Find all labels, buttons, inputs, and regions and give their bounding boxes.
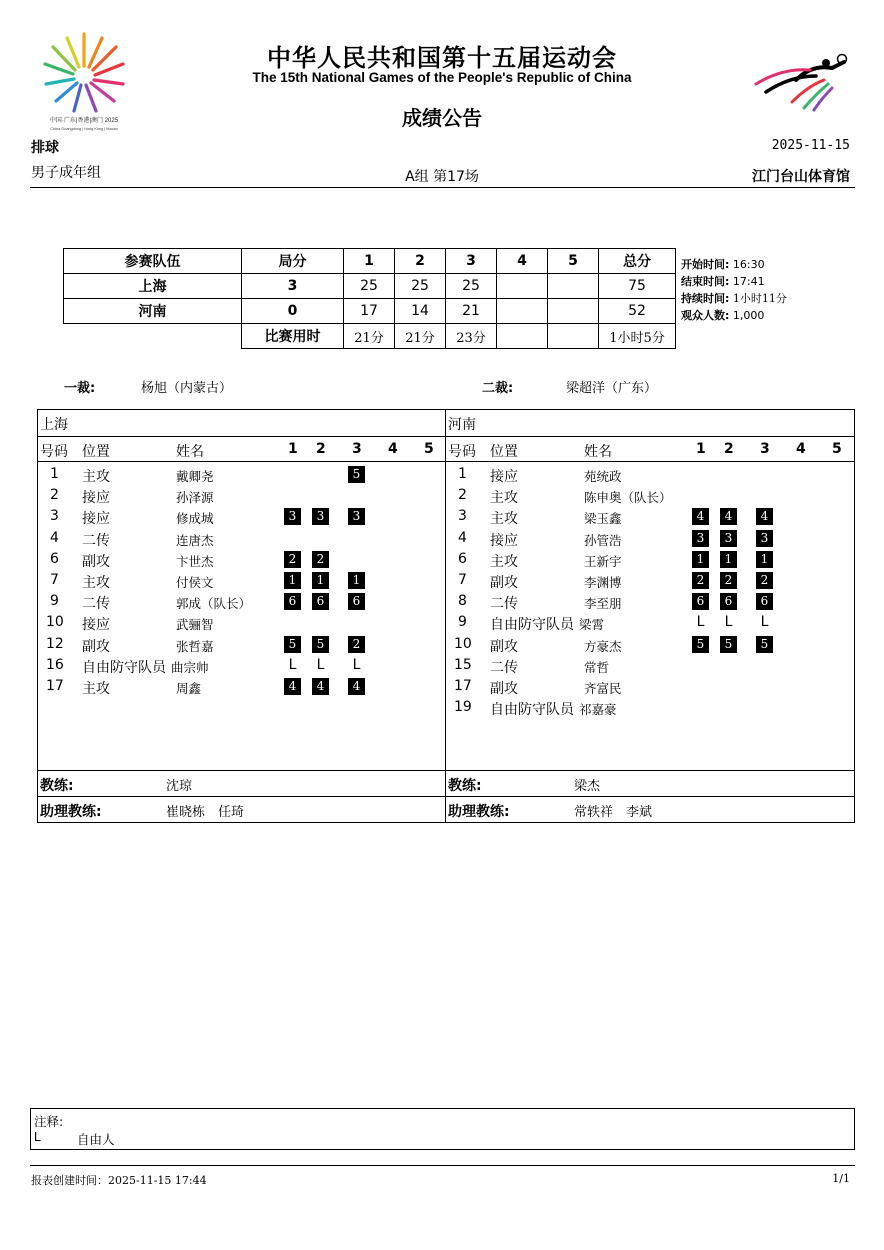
player-number: 3 <box>458 508 467 525</box>
player-position: 二传 <box>82 532 110 549</box>
score-header-set-5: 5 <box>548 249 599 274</box>
player-name: 李渊博 <box>584 575 622 590</box>
match-date: 2025-11-15 <box>771 138 850 153</box>
score-set-4 <box>497 299 548 324</box>
player-row <box>38 549 445 570</box>
player-row <box>38 506 445 527</box>
player-row <box>446 612 854 633</box>
player-name: 修成城 <box>176 511 214 527</box>
player-number: 6 <box>458 550 467 567</box>
header-name: 姓名 <box>584 444 612 460</box>
player-row <box>446 570 854 591</box>
player-position: 主攻 <box>490 490 518 507</box>
player-name: 武骊智 <box>176 617 214 633</box>
rotation-marker-set-1: 2 <box>692 572 709 589</box>
score-row-team-1 <box>64 274 676 299</box>
rotation-marker-set-2: 6 <box>720 593 737 610</box>
duration-time-label: 持续时间: <box>681 292 730 305</box>
duration-row <box>64 324 676 349</box>
venue-label: 江门台山体育馆 <box>752 169 850 185</box>
rotation-marker-set-1: 1 <box>284 572 301 589</box>
player-row <box>38 528 445 549</box>
header-name: 姓名 <box>176 444 204 460</box>
player-name: 付侯文 <box>176 575 214 590</box>
roster-column-header <box>446 437 854 462</box>
rotation-marker-set-1: 3 <box>692 530 709 547</box>
score-table <box>63 248 676 349</box>
notes-legend-symbol: L <box>34 1130 41 1144</box>
header-set-5: 5 <box>424 441 434 457</box>
score-header-set-4: 4 <box>497 249 548 274</box>
player-position: 主攻 <box>490 553 518 570</box>
footer-divider <box>30 1165 855 1166</box>
spectators-label: 观众人数: <box>681 309 730 322</box>
rotation-marker-set-2: 2 <box>720 572 737 589</box>
coach-name: 梁杰 <box>574 779 601 794</box>
duration-total: 1小时5分 <box>599 324 676 349</box>
duration-set-5 <box>548 324 599 349</box>
rotation-marker-set-3: 2 <box>348 636 365 653</box>
score-total: 75 <box>599 274 676 299</box>
player-number: 8 <box>458 593 467 610</box>
player-position: 接应 <box>490 532 518 549</box>
player-number: 12 <box>46 635 64 652</box>
score-team-name: 河南 <box>64 299 242 324</box>
duration-blank <box>64 324 242 349</box>
rotation-marker-set-3: 4 <box>348 678 365 695</box>
page-number: 1/1 <box>832 1172 850 1185</box>
player-number: 10 <box>454 635 472 652</box>
coach-row <box>38 770 445 796</box>
player-name: 曲宗帅 <box>171 659 209 675</box>
player-number: 4 <box>50 529 59 546</box>
player-row <box>446 655 854 676</box>
player-name: 梁玉鑫 <box>584 511 622 527</box>
player-name: 齐富民 <box>584 681 622 696</box>
rotation-marker-set-3: 1 <box>756 551 773 568</box>
first-referee-label: 一裁: <box>64 381 96 396</box>
player-number: 9 <box>50 593 59 610</box>
rotation-marker-set-2: 1 <box>312 572 329 589</box>
logo-text: 中国·广东|香港|澳门 2025 <box>49 118 119 124</box>
assistant-coach-names: 常轶祥 李斌 <box>574 805 653 820</box>
games-title-cn: 中华人民共和国第十五届运动会 <box>267 44 617 72</box>
rotation-marker-set-3: 6 <box>756 593 773 610</box>
libero-marker-set-2: L <box>316 656 325 673</box>
end-time-label: 结束时间: <box>681 275 730 288</box>
rotation-marker-set-2: 4 <box>720 508 737 525</box>
player-number: 1 <box>50 466 59 482</box>
rotation-marker-set-1: 4 <box>284 678 301 695</box>
player-position: 自由防守队员 <box>82 659 166 676</box>
event-label: 男子成年组 <box>31 165 101 181</box>
header-set-1: 1 <box>696 441 706 457</box>
score-row-team-2 <box>64 299 676 324</box>
player-row <box>38 570 445 591</box>
team-roster-home <box>38 410 446 822</box>
libero-marker-set-3: L <box>352 656 361 673</box>
player-number: 7 <box>458 572 467 588</box>
player-row <box>446 697 854 718</box>
notes-box <box>30 1108 855 1150</box>
second-referee-name: 梁超洋（广东） <box>566 381 658 396</box>
player-name: 郭成（队长） <box>176 596 252 612</box>
header-divider <box>30 187 855 188</box>
libero-marker-set-3: L <box>760 614 769 631</box>
player-number: 2 <box>50 487 59 504</box>
score-set-3: 25 <box>446 274 497 299</box>
player-row <box>446 485 854 506</box>
rotation-marker-set-3: 5 <box>348 466 365 483</box>
rotation-marker-set-1: 1 <box>692 551 709 568</box>
player-row <box>446 528 854 549</box>
player-number: 10 <box>46 614 64 631</box>
header-number: 号码 <box>448 444 476 460</box>
score-header-total: 总分 <box>599 249 676 274</box>
rotation-marker-set-3: 1 <box>348 572 365 589</box>
rotation-marker-set-2: 2 <box>312 551 329 568</box>
score-set-5 <box>548 274 599 299</box>
team-name: 上海 <box>38 410 445 437</box>
rotation-marker-set-2: 1 <box>720 551 737 568</box>
rotation-marker-set-1: 4 <box>692 508 709 525</box>
rotation-marker-set-1: 6 <box>284 593 301 610</box>
rotation-marker-set-3: 2 <box>756 572 773 589</box>
player-number: 6 <box>50 550 59 567</box>
rotation-marker-set-2: 3 <box>720 530 737 547</box>
player-number: 3 <box>50 508 59 525</box>
player-name: 张哲嘉 <box>176 638 214 654</box>
games-title-en: The 15th National Games of the People's Republic of China <box>252 70 632 85</box>
rotation-marker-set-2: 6 <box>312 593 329 610</box>
player-number: 4 <box>458 529 467 546</box>
start-time-label: 开始时间: <box>681 258 730 271</box>
player-number: 16 <box>46 656 64 673</box>
player-number: 1 <box>458 466 467 482</box>
rotation-marker-set-3: 4 <box>756 508 773 525</box>
player-position: 二传 <box>490 596 518 613</box>
player-number: 7 <box>50 572 59 588</box>
coach-label: 教练: <box>448 778 482 794</box>
start-time-row <box>681 256 787 273</box>
player-number: 15 <box>454 656 472 673</box>
player-name: 王新宇 <box>584 553 622 569</box>
player-position: 副攻 <box>82 638 110 655</box>
spectators: 1,000 <box>732 309 765 322</box>
player-row <box>446 506 854 527</box>
libero-marker-set-1: L <box>288 656 297 673</box>
player-position: 自由防守队员 <box>490 617 574 634</box>
player-row <box>446 634 854 655</box>
player-number: 9 <box>458 614 467 631</box>
header-set-3: 3 <box>352 441 362 457</box>
player-number: 17 <box>454 678 472 694</box>
player-row <box>38 612 445 633</box>
rotation-marker-set-1: 6 <box>692 593 709 610</box>
score-set-2: 25 <box>395 274 446 299</box>
rotation-marker-set-2: 4 <box>312 678 329 695</box>
player-number: 19 <box>454 699 472 716</box>
assistant-coach-label: 助理教练: <box>448 804 510 820</box>
logo-subtext: China Guangdong | Hong Kong | Macao <box>50 127 118 131</box>
rotation-marker-set-2: 5 <box>720 636 737 653</box>
duration-set-3: 23分 <box>446 324 497 349</box>
notes-label: 注释: <box>34 1114 64 1129</box>
end-time: 17:41 <box>732 275 765 288</box>
score-set-3: 21 <box>446 299 497 324</box>
score-total: 52 <box>599 299 676 324</box>
rotation-marker-set-3: 3 <box>348 508 365 525</box>
sport-label: 排球 <box>31 140 59 156</box>
player-position: 副攻 <box>490 681 518 697</box>
player-position: 接应 <box>82 511 110 528</box>
player-name: 常哲 <box>584 659 610 675</box>
player-name: 祁嘉豪 <box>579 702 617 718</box>
player-row <box>446 549 854 570</box>
header-set-1: 1 <box>288 441 298 457</box>
rotation-marker-set-2: 3 <box>312 508 329 525</box>
score-header-row <box>64 249 676 274</box>
match-info <box>681 256 787 324</box>
header-position: 位置 <box>490 444 518 460</box>
player-name: 孙泽源 <box>176 490 214 506</box>
player-name: 孙管浩 <box>584 532 622 548</box>
player-row <box>38 464 445 485</box>
report-created-time: 报表创建时间：2025-11-15 17:44 <box>31 1174 207 1187</box>
rotation-marker-set-1: 2 <box>284 551 301 568</box>
rotation-marker-set-1: 3 <box>284 508 301 525</box>
player-name: 周鑫 <box>176 681 202 696</box>
player-name: 陈申奥（队长） <box>584 490 672 506</box>
duration-set-4 <box>497 324 548 349</box>
score-header-set-2: 2 <box>395 249 446 274</box>
libero-marker-set-2: L <box>724 614 733 631</box>
player-position: 副攻 <box>490 575 518 591</box>
header-set-4: 4 <box>388 441 398 457</box>
team-roster-away <box>446 410 854 822</box>
player-position: 副攻 <box>82 553 110 570</box>
assistant-coach-row <box>38 796 445 822</box>
player-row <box>38 676 445 697</box>
coach-row <box>446 770 854 796</box>
player-name: 梁霄 <box>579 617 605 633</box>
player-name: 苑统政 <box>584 469 622 484</box>
player-name: 戴卿尧 <box>176 469 214 484</box>
rotation-marker-set-3: 5 <box>756 636 773 653</box>
score-set-5 <box>548 299 599 324</box>
player-row <box>446 591 854 612</box>
score-set-1: 17 <box>344 299 395 324</box>
player-position: 二传 <box>82 596 110 613</box>
player-position: 主攻 <box>82 681 110 697</box>
player-position: 主攻 <box>82 575 110 591</box>
score-header-set-1: 1 <box>344 249 395 274</box>
player-row <box>446 464 854 485</box>
duration-set-1: 21分 <box>344 324 395 349</box>
document-title: 成绩公告 <box>402 106 482 130</box>
second-referee-label: 二裁: <box>482 381 514 396</box>
notes-legend-text: 自由人 <box>77 1132 115 1147</box>
player-position: 副攻 <box>490 638 518 655</box>
score-sets-won: 3 <box>242 274 344 299</box>
player-row <box>38 591 445 612</box>
player-row <box>38 655 445 676</box>
player-position: 接应 <box>82 617 110 634</box>
rotation-marker-set-2: 5 <box>312 636 329 653</box>
score-set-1: 25 <box>344 274 395 299</box>
player-row <box>38 485 445 506</box>
first-referee-name: 杨旭（内蒙古） <box>141 381 233 396</box>
duration-set-2: 21分 <box>395 324 446 349</box>
header-set-2: 2 <box>316 441 326 457</box>
coach-name: 沈琼 <box>166 779 193 794</box>
end-time-row <box>681 273 787 290</box>
roster-column-header <box>38 437 445 462</box>
assistant-coach-names: 崔晓栋 任琦 <box>166 805 245 820</box>
player-number: 2 <box>458 487 467 504</box>
player-name: 李至朋 <box>584 596 622 612</box>
player-name: 卞世杰 <box>176 553 214 569</box>
duration-time: 1小时11分 <box>732 292 787 305</box>
score-set-4 <box>497 274 548 299</box>
start-time: 16:30 <box>732 258 765 271</box>
duration-time-row <box>681 290 787 307</box>
header-set-3: 3 <box>760 441 770 457</box>
score-set-2: 14 <box>395 299 446 324</box>
player-position: 二传 <box>490 659 518 676</box>
assistant-coach-label: 助理教练: <box>40 804 102 820</box>
team-name: 河南 <box>446 410 854 437</box>
header-set-2: 2 <box>724 441 734 457</box>
rotation-marker-set-1: 5 <box>284 636 301 653</box>
score-header-team: 参赛队伍 <box>64 249 242 274</box>
player-position: 主攻 <box>82 469 110 485</box>
libero-marker-set-1: L <box>696 614 705 631</box>
player-position: 接应 <box>82 490 110 507</box>
player-position: 接应 <box>490 469 518 485</box>
header-set-5: 5 <box>832 441 842 457</box>
coach-label: 教练: <box>40 778 74 794</box>
rotation-marker-set-3: 6 <box>348 593 365 610</box>
header-position: 位置 <box>82 444 110 460</box>
player-row <box>38 634 445 655</box>
assistant-coach-row <box>446 796 854 822</box>
player-row <box>446 676 854 697</box>
player-position: 主攻 <box>490 511 518 528</box>
rotation-marker-set-1: 5 <box>692 636 709 653</box>
header-number: 号码 <box>40 444 68 460</box>
duration-label: 比赛用时 <box>242 324 344 349</box>
rotation-marker-set-3: 3 <box>756 530 773 547</box>
score-header-sets: 局分 <box>242 249 344 274</box>
score-header-set-3: 3 <box>446 249 497 274</box>
player-number: 17 <box>46 678 64 694</box>
header-set-4: 4 <box>796 441 806 457</box>
score-sets-won: 0 <box>242 299 344 324</box>
spectators-row <box>681 307 787 324</box>
player-name: 连唐杰 <box>176 532 214 548</box>
player-position: 自由防守队员 <box>490 702 574 719</box>
group-match-label: A组 第17场 <box>405 169 479 185</box>
roster-table <box>37 409 855 823</box>
player-name: 方豪杰 <box>584 638 622 654</box>
score-team-name: 上海 <box>64 274 242 299</box>
